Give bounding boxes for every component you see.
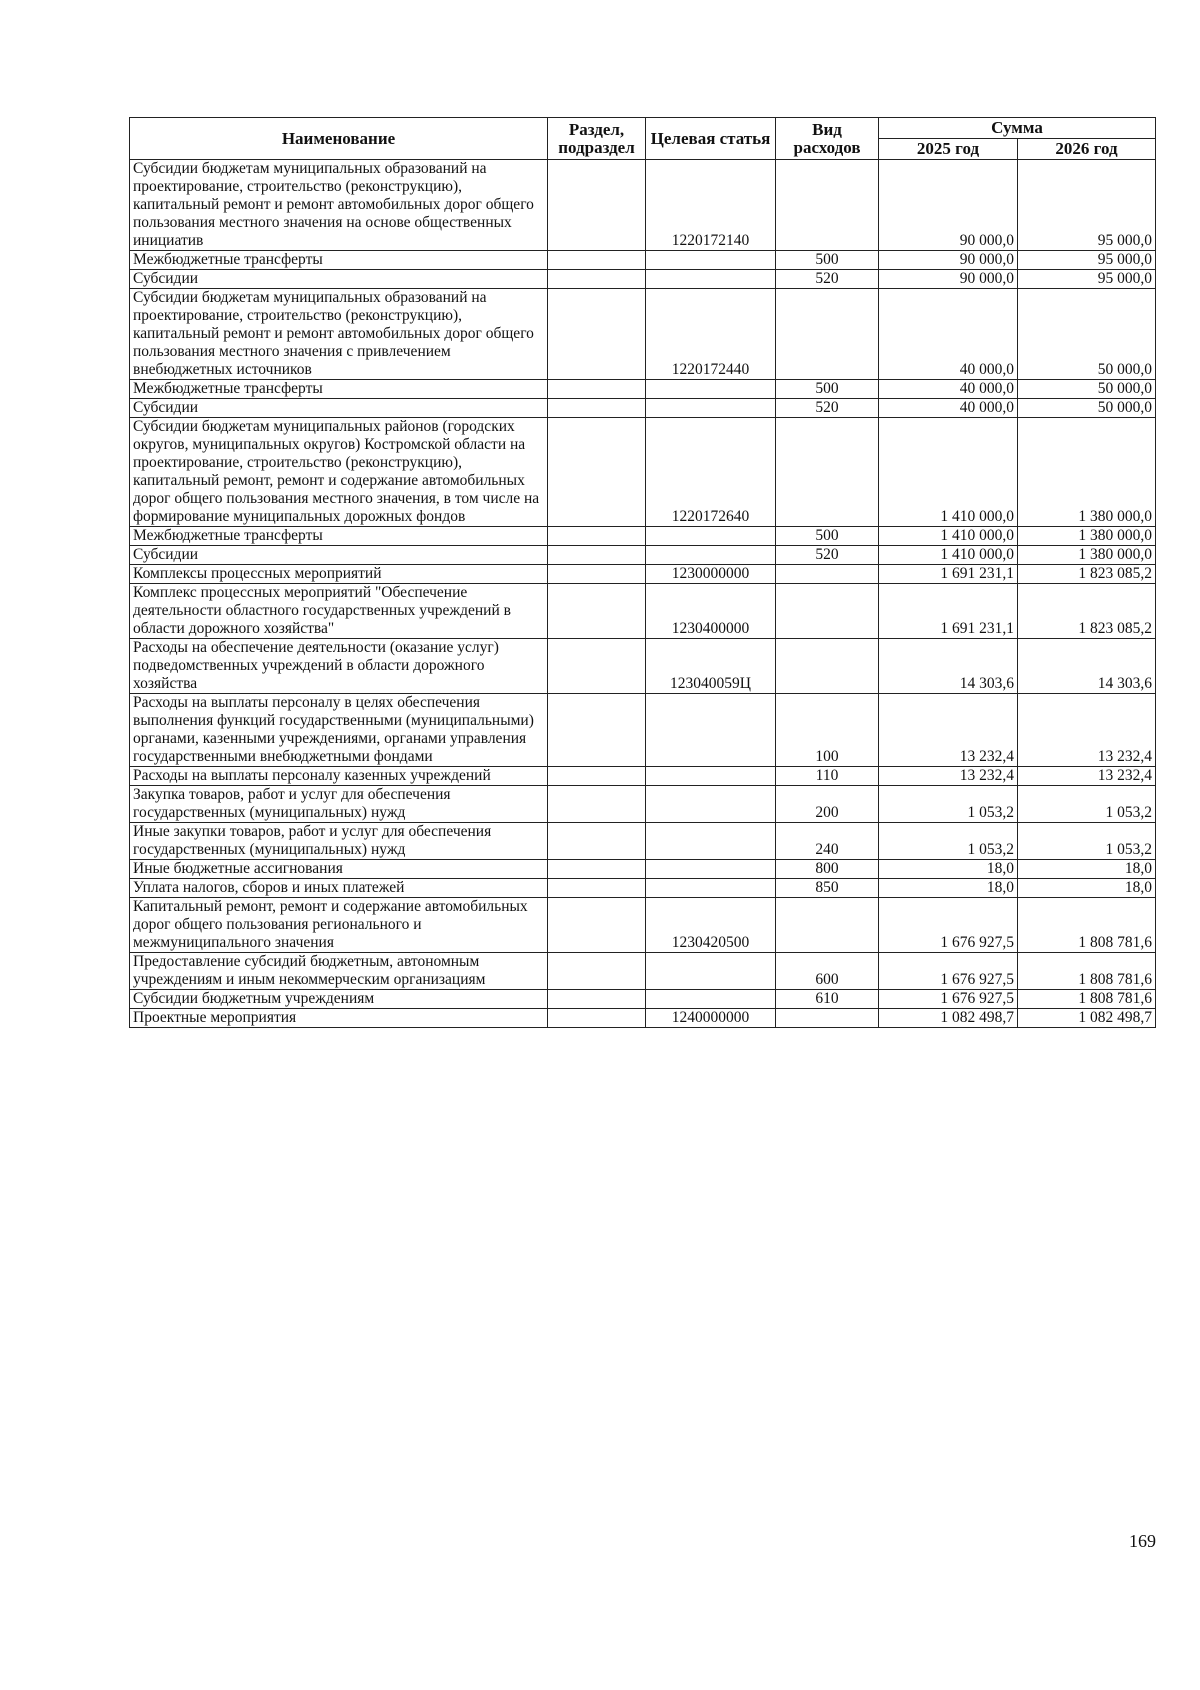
table-row (130, 380, 1156, 399)
cell-name: Комплексы процессных мероприятий (130, 565, 548, 584)
cell-y2026: 18,0 (1018, 860, 1156, 879)
cell-type: 850 (776, 879, 879, 898)
header-target: Целевая статья (646, 118, 776, 160)
cell-type (776, 898, 879, 953)
cell-y2026: 95 000,0 (1018, 270, 1156, 289)
cell-y2025: 1 676 927,5 (879, 990, 1018, 1009)
cell-section (548, 823, 646, 860)
cell-name: Расходы на обеспечение деятельности (оказание услуг) подведомственных учреждений в области дорожного хозяйства (130, 639, 548, 694)
cell-section (548, 527, 646, 546)
cell-y2026: 1 082 498,7 (1018, 1009, 1156, 1028)
table-row (130, 565, 1156, 584)
cell-y2025: 1 410 000,0 (879, 546, 1018, 565)
cell-y2025: 90 000,0 (879, 160, 1018, 251)
cell-type: 520 (776, 399, 879, 418)
cell-name: Межбюджетные трансферты (130, 380, 548, 399)
header-2025: 2025 год (879, 139, 1018, 160)
cell-y2026: 95 000,0 (1018, 251, 1156, 270)
cell-type (776, 418, 879, 527)
cell-y2026: 95 000,0 (1018, 160, 1156, 251)
cell-name: Расходы на выплаты персоналу в целях обеспечения выполнения функций государственными (муниципальными) органами, казенными учреждениями, органами управления государственными внебюджетными фондами (130, 694, 548, 767)
cell-y2026: 1 380 000,0 (1018, 527, 1156, 546)
cell-y2026: 14 303,6 (1018, 639, 1156, 694)
cell-section (548, 160, 646, 251)
cell-type: 200 (776, 786, 879, 823)
cell-section (548, 879, 646, 898)
cell-type (776, 1009, 879, 1028)
cell-type (776, 639, 879, 694)
cell-y2025: 40 000,0 (879, 289, 1018, 380)
cell-y2025: 40 000,0 (879, 380, 1018, 399)
cell-name: Субсидии бюджетным учреждениям (130, 990, 548, 1009)
cell-target (646, 399, 776, 418)
cell-y2026: 1 823 085,2 (1018, 565, 1156, 584)
cell-type: 500 (776, 527, 879, 546)
cell-type (776, 289, 879, 380)
cell-section (548, 565, 646, 584)
cell-section (548, 289, 646, 380)
cell-type: 240 (776, 823, 879, 860)
cell-name: Субсидии бюджетам муниципальных образований на проектирование, строительство (реконструкцию), капитальный ремонт и ремонт автомобильных дорог общего пользования местного значения с привлечением внебюджетных источников (130, 289, 548, 380)
cell-type: 100 (776, 694, 879, 767)
table-row (130, 527, 1156, 546)
cell-target (646, 786, 776, 823)
table-row (130, 823, 1156, 860)
cell-target (646, 527, 776, 546)
cell-target (646, 380, 776, 399)
cell-y2025: 90 000,0 (879, 270, 1018, 289)
header-2026: 2026 год (1018, 139, 1156, 160)
cell-target (646, 990, 776, 1009)
cell-type: 800 (776, 860, 879, 879)
cell-y2025: 14 303,6 (879, 639, 1018, 694)
cell-section (548, 898, 646, 953)
header-row-1 (130, 118, 1156, 139)
cell-target: 1220172640 (646, 418, 776, 527)
cell-target: 1230420500 (646, 898, 776, 953)
cell-y2025: 40 000,0 (879, 399, 1018, 418)
table-row (130, 990, 1156, 1009)
cell-name: Комплекс процессных мероприятий "Обеспечение деятельности областного государственных учреждений в области дорожного хозяйства" (130, 584, 548, 639)
cell-section (548, 546, 646, 565)
cell-y2025: 18,0 (879, 860, 1018, 879)
cell-y2026: 1 823 085,2 (1018, 584, 1156, 639)
cell-name: Субсидии бюджетам муниципальных образований на проектирование, строительство (реконструкцию), капитальный ремонт и ремонт автомобильных дорог общего пользования местного значения на основе общественных инициатив (130, 160, 548, 251)
cell-y2025: 1 691 231,1 (879, 584, 1018, 639)
cell-y2026: 1 808 781,6 (1018, 898, 1156, 953)
cell-target (646, 546, 776, 565)
table-body (130, 160, 1156, 1028)
cell-section (548, 270, 646, 289)
cell-y2025: 1 676 927,5 (879, 953, 1018, 990)
cell-type (776, 565, 879, 584)
table-row (130, 399, 1156, 418)
header-type: Вид расходов (776, 118, 879, 160)
cell-y2026: 50 000,0 (1018, 380, 1156, 399)
cell-y2026: 1 808 781,6 (1018, 990, 1156, 1009)
cell-name: Расходы на выплаты персоналу казенных учреждений (130, 767, 548, 786)
cell-target (646, 767, 776, 786)
cell-type: 520 (776, 546, 879, 565)
table-row (130, 860, 1156, 879)
cell-type (776, 160, 879, 251)
cell-target (646, 953, 776, 990)
cell-y2026: 18,0 (1018, 879, 1156, 898)
cell-type: 520 (776, 270, 879, 289)
cell-y2026: 1 053,2 (1018, 823, 1156, 860)
table-row (130, 639, 1156, 694)
table-row (130, 546, 1156, 565)
cell-y2026: 13 232,4 (1018, 694, 1156, 767)
table-row (130, 953, 1156, 990)
table-row (130, 1009, 1156, 1028)
header-section: Раздел, подраздел (548, 118, 646, 160)
cell-section (548, 639, 646, 694)
cell-y2025: 1 082 498,7 (879, 1009, 1018, 1028)
cell-y2026: 1 808 781,6 (1018, 953, 1156, 990)
cell-section (548, 694, 646, 767)
cell-target: 123040059Ц (646, 639, 776, 694)
cell-target: 1220172140 (646, 160, 776, 251)
cell-name: Иные бюджетные ассигнования (130, 860, 548, 879)
cell-target (646, 694, 776, 767)
cell-y2026: 1 380 000,0 (1018, 546, 1156, 565)
table-row (130, 270, 1156, 289)
cell-y2026: 50 000,0 (1018, 289, 1156, 380)
cell-y2025: 1 053,2 (879, 786, 1018, 823)
cell-name: Капитальный ремонт, ремонт и содержание автомобильных дорог общего пользования регионального и межмуниципального значения (130, 898, 548, 953)
cell-section (548, 399, 646, 418)
table-row (130, 786, 1156, 823)
cell-name: Уплата налогов, сборов и иных платежей (130, 879, 548, 898)
cell-name: Межбюджетные трансферты (130, 251, 548, 270)
cell-y2025: 1 676 927,5 (879, 898, 1018, 953)
cell-name: Иные закупки товаров, работ и услуг для обеспечения государственных (муниципальных) нужд (130, 823, 548, 860)
cell-target (646, 270, 776, 289)
cell-type: 600 (776, 953, 879, 990)
cell-target (646, 860, 776, 879)
table-row (130, 584, 1156, 639)
cell-name: Межбюджетные трансферты (130, 527, 548, 546)
cell-name: Закупка товаров, работ и услуг для обеспечения государственных (муниципальных) нужд (130, 786, 548, 823)
cell-section (548, 860, 646, 879)
cell-section (548, 1009, 646, 1028)
table-row (130, 251, 1156, 270)
table-row (130, 694, 1156, 767)
table-row (130, 898, 1156, 953)
cell-target (646, 251, 776, 270)
cell-y2025: 13 232,4 (879, 694, 1018, 767)
cell-y2026: 1 053,2 (1018, 786, 1156, 823)
page-number: 169 (1129, 1531, 1156, 1551)
cell-y2025: 1 053,2 (879, 823, 1018, 860)
table-row (130, 289, 1156, 380)
cell-type: 500 (776, 251, 879, 270)
cell-y2025: 1 410 000,0 (879, 418, 1018, 527)
cell-name: Субсидии (130, 546, 548, 565)
cell-section (548, 767, 646, 786)
table-row (130, 418, 1156, 527)
cell-section (548, 990, 646, 1009)
cell-name: Проектные мероприятия (130, 1009, 548, 1028)
cell-type (776, 584, 879, 639)
cell-y2025: 1 410 000,0 (879, 527, 1018, 546)
cell-section (548, 251, 646, 270)
budget-table (129, 117, 1156, 1028)
cell-target: 1230000000 (646, 565, 776, 584)
cell-type: 500 (776, 380, 879, 399)
cell-y2026: 13 232,4 (1018, 767, 1156, 786)
cell-target: 1240000000 (646, 1009, 776, 1028)
cell-y2026: 1 380 000,0 (1018, 418, 1156, 527)
header-name: Наименование (130, 118, 548, 160)
cell-target (646, 879, 776, 898)
cell-type: 610 (776, 990, 879, 1009)
cell-y2025: 18,0 (879, 879, 1018, 898)
cell-target (646, 823, 776, 860)
table-row (130, 879, 1156, 898)
table-row (130, 767, 1156, 786)
cell-y2025: 1 691 231,1 (879, 565, 1018, 584)
cell-y2025: 13 232,4 (879, 767, 1018, 786)
cell-type: 110 (776, 767, 879, 786)
cell-y2026: 50 000,0 (1018, 399, 1156, 418)
header-sum: Сумма (879, 118, 1156, 139)
cell-name: Предоставление субсидий бюджетным, автономным учреждениям и иным некоммерческим организациям (130, 953, 548, 990)
cell-section (548, 584, 646, 639)
cell-name: Субсидии (130, 270, 548, 289)
cell-section (548, 418, 646, 527)
cell-y2025: 90 000,0 (879, 251, 1018, 270)
cell-name: Субсидии (130, 399, 548, 418)
cell-section (548, 380, 646, 399)
cell-section (548, 786, 646, 823)
cell-name: Субсидии бюджетам муниципальных районов (городских округов, муниципальных округов) Костромской области на проектирование, строительство (реконструкцию), капитальный ремонт, ремонт и содержание автомобильных дорог общего пользования местного значения, в том числе на формирование муниципальных дорожных фондов (130, 418, 548, 527)
cell-target: 1220172440 (646, 289, 776, 380)
cell-target: 1230400000 (646, 584, 776, 639)
table-row (130, 160, 1156, 251)
cell-section (548, 953, 646, 990)
